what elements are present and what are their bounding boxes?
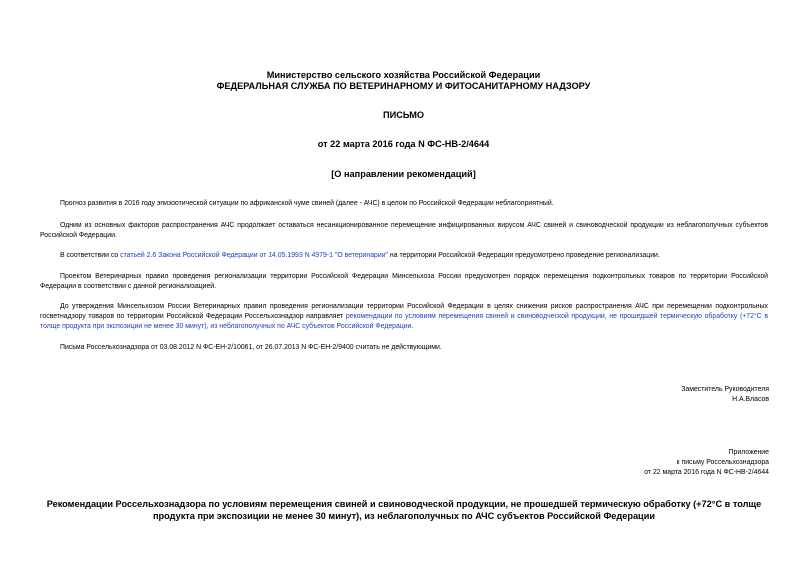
document-subject: [О направлении рекомендаций] (331, 169, 476, 179)
paragraph-draft-rules: Проектом Ветеринарных правил проведения регионализации территории Российской Федерации Минсельхоза России предусмотрен порядок перемещения подконтрольных товаров по территории Российской Федерации в соответствии с данной регионализацией. (40, 273, 768, 290)
appendix-to: к письму Россельхознадзора (676, 459, 769, 466)
appendix-reference: от 22 марта 2016 года N ФС-НВ-2/4644 (644, 469, 769, 476)
appendix-label: Приложение (728, 449, 769, 456)
law-article-link[interactable]: статьей 2.6 Закона Российской Федерации от 14.05.1993 N 4979-1 "О ветеринарии" (120, 252, 389, 259)
recommendations-title: Рекомендации Россельхознадзора по условиям перемещения свиней и свиноводческой продукции, не прошедшей термическую обработку (+72°С в толще продукта при экспозиции не менее 30 минут), из неблагополучных по АЧС субъектов Российской Федерации (46, 499, 762, 521)
paragraph-recommendations-text-end: . (411, 323, 414, 330)
recommendations-link[interactable]: рекомендации по условиям перемещения свиней и свиноводческой продукции, не прошедшей термическую обработку (+72°С в толще продукта при экспозиции не менее 30 минут), из неблагополучных по АЧС субъектов Российской Федерации (40, 313, 768, 330)
document-type: ПИСЬМО (382, 110, 425, 120)
paragraph-recommendations-text-start: До утверждения Минсельхозом России Ветеринарных правил проведения регионализации территории Российской Федерации в целях снижения рисков распространения АЧС при перемещении подконтрольных госветнадзору товаров по территории Российской Федерации Россельхознадзор направляет (40, 303, 768, 320)
paragraph-factors: Одним из основных факторов распространения АЧС продолжает оставаться несанкционированное перемещение инфицированных вирусом АЧС свиней и свиноводческой продукции из неблагополучных субъектов Российской Федерации. (40, 222, 768, 239)
paragraph-law-text-start: В соответствии со (60, 252, 121, 259)
signatory-name: Н.А.Власов (732, 396, 769, 403)
paragraph-recommendations (40, 302, 768, 332)
paragraph-law-text-end: на территории Российской Федерации предусмотрено проведение регионализации. (388, 252, 660, 259)
ministry-name: Министерство сельского хозяйства Российской Федерации (266, 70, 541, 80)
paragraph-law (40, 251, 768, 261)
document-date-number: от 22 марта 2016 года N ФС-НВ-2/4644 (317, 139, 490, 149)
paragraph-forecast: Прогноз развития в 2016 году эпизоотической ситуации по африканской чуме свиней (далее - АЧС) в целом по Российской Федерации неблагоприятный. (60, 200, 554, 207)
service-name: ФЕДЕРАЛЬНАЯ СЛУЖБА ПО ВЕТЕРИНАРНОМУ И ФИТОСАНИТАРНОМУ НАДЗОРУ (216, 81, 591, 91)
paragraph-void-letters: Письма Россельхознадзора от 03.08.2012 N ФС-ЕН-2/10061, от 26.07.2013 N ФС-ЕН-2/9400 считать не действующими. (60, 344, 442, 351)
signatory-position: Заместитель Руководителя (681, 386, 769, 393)
